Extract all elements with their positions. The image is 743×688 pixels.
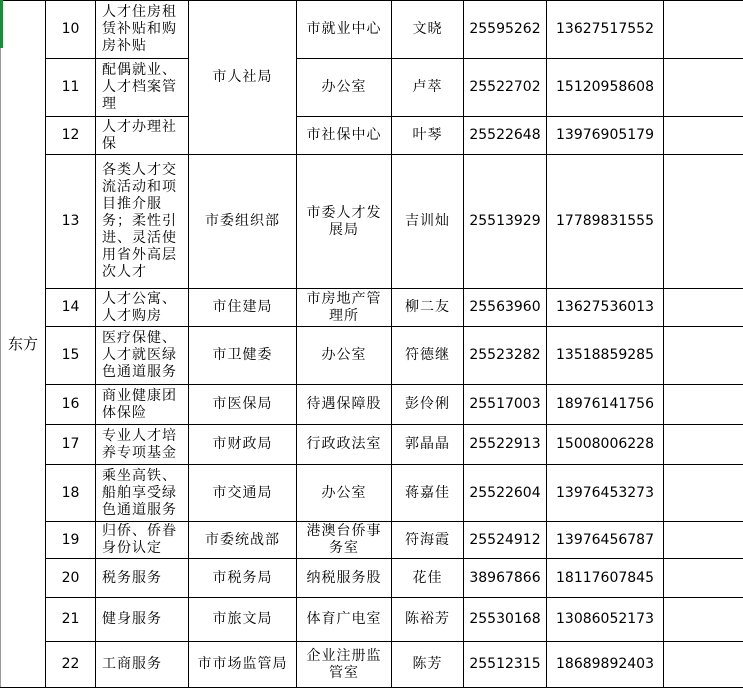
service-cell: 人才住房租赁补贴和购房补贴 <box>96 1 189 59</box>
row-number: 20 <box>46 559 96 598</box>
department-cell: 市委统战部 <box>189 522 297 559</box>
blank-cell <box>664 117 743 155</box>
mobile-cell: 13976456787 <box>547 522 664 559</box>
unit-cell: 待遇保障股 <box>297 385 392 425</box>
department-cell: 市人社局 <box>189 1 297 155</box>
mobile-cell: 18117607845 <box>547 559 664 598</box>
row-number: 16 <box>46 385 96 425</box>
service-cell: 乘坐高铁、船舶享受绿色通道服务 <box>96 465 189 522</box>
row-number: 22 <box>46 642 96 688</box>
blank-cell <box>664 385 743 425</box>
unit-cell: 港澳台侨事务室 <box>297 522 392 559</box>
cell-selection-marker <box>0 0 3 48</box>
phone-cell: 25513929 <box>464 155 547 289</box>
phone-cell: 38967866 <box>464 559 547 598</box>
blank-cell <box>664 522 743 559</box>
unit-cell: 体育广电室 <box>297 598 392 642</box>
table-row <box>1 642 743 688</box>
contact-cell: 彭伶俐 <box>392 385 464 425</box>
service-cell: 税务服务 <box>96 559 189 598</box>
table-row <box>1 598 743 642</box>
department-cell: 市医保局 <box>189 385 297 425</box>
unit-cell: 纳税服务股 <box>297 559 392 598</box>
phone-cell: 25522648 <box>464 117 547 155</box>
unit-cell: 办公室 <box>297 465 392 522</box>
phone-cell: 25523282 <box>464 327 547 385</box>
blank-cell <box>664 327 743 385</box>
region-cell: 东方 <box>1 1 46 688</box>
mobile-cell: 15008006228 <box>547 425 664 465</box>
row-number: 12 <box>46 117 96 155</box>
blank-cell <box>664 289 743 327</box>
service-cell: 归侨、侨眷身份认定 <box>96 522 189 559</box>
service-cell: 健身服务 <box>96 598 189 642</box>
row-number: 21 <box>46 598 96 642</box>
unit-cell: 企业注册监管室 <box>297 642 392 688</box>
contact-cell: 卢萃 <box>392 59 464 117</box>
unit-cell: 市社保中心 <box>297 117 392 155</box>
mobile-cell: 15120958608 <box>547 59 664 117</box>
contact-cell: 符海霞 <box>392 522 464 559</box>
row-number: 11 <box>46 59 96 117</box>
row-number: 14 <box>46 289 96 327</box>
unit-cell: 市就业中心 <box>297 1 392 59</box>
service-cell: 医疗保健、人才就医绿色通道服务 <box>96 327 189 385</box>
phone-cell: 25563960 <box>464 289 547 327</box>
mobile-cell: 13627536013 <box>547 289 664 327</box>
department-cell: 市旅文局 <box>189 598 297 642</box>
row-number: 18 <box>46 465 96 522</box>
mobile-cell: 18689892403 <box>547 642 664 688</box>
table-row <box>1 559 743 598</box>
phone-cell: 25517003 <box>464 385 547 425</box>
mobile-cell: 13518859285 <box>547 327 664 385</box>
phone-cell: 25522604 <box>464 465 547 522</box>
contact-cell: 陈裕芳 <box>392 598 464 642</box>
row-number: 17 <box>46 425 96 465</box>
department-cell: 市委组织部 <box>189 155 297 289</box>
blank-cell <box>664 1 743 59</box>
row-number: 19 <box>46 522 96 559</box>
mobile-cell: 13976905179 <box>547 117 664 155</box>
service-cell: 各类人才交流活动和项目推介服务；柔性引进、灵活使用省外高层次人才 <box>96 155 189 289</box>
table-row <box>1 155 743 289</box>
department-cell: 市住建局 <box>189 289 297 327</box>
contact-cell: 吉训灿 <box>392 155 464 289</box>
mobile-cell: 13086052173 <box>547 598 664 642</box>
unit-cell: 市委人才发展局 <box>297 155 392 289</box>
table-row <box>1 425 743 465</box>
contact-cell: 花佳 <box>392 559 464 598</box>
row-number: 15 <box>46 327 96 385</box>
department-cell: 市卫健委 <box>189 327 297 385</box>
mobile-cell: 18976141756 <box>547 385 664 425</box>
blank-cell <box>664 425 743 465</box>
blank-cell <box>664 642 743 688</box>
table-row <box>1 385 743 425</box>
blank-cell <box>664 155 743 289</box>
service-cell: 专业人才培养专项基金 <box>96 425 189 465</box>
contact-cell: 蒋嘉佳 <box>392 465 464 522</box>
mobile-cell: 13627517552 <box>547 1 664 59</box>
service-cell: 商业健康团体保险 <box>96 385 189 425</box>
mobile-cell: 17789831555 <box>547 155 664 289</box>
service-cell: 配偶就业、人才档案管理 <box>96 59 189 117</box>
unit-cell: 行政政法室 <box>297 425 392 465</box>
department-cell: 市税务局 <box>189 559 297 598</box>
table-row <box>1 522 743 559</box>
mobile-cell: 13976453273 <box>547 465 664 522</box>
table-row <box>1 327 743 385</box>
department-cell: 市财政局 <box>189 425 297 465</box>
table-row <box>1 1 743 59</box>
row-number: 10 <box>46 1 96 59</box>
unit-cell: 市房地产管理所 <box>297 289 392 327</box>
phone-cell: 25524912 <box>464 522 547 559</box>
phone-cell: 25522702 <box>464 59 547 117</box>
blank-cell <box>664 59 743 117</box>
table-row <box>1 289 743 327</box>
unit-cell: 办公室 <box>297 327 392 385</box>
unit-cell: 办公室 <box>297 59 392 117</box>
contact-cell: 符德继 <box>392 327 464 385</box>
row-number: 13 <box>46 155 96 289</box>
phone-cell: 25595262 <box>464 1 547 59</box>
contact-cell: 柳二友 <box>392 289 464 327</box>
department-cell: 市市场监管局 <box>189 642 297 688</box>
contact-cell: 文晓 <box>392 1 464 59</box>
service-cell: 人才公寓、人才购房 <box>96 289 189 327</box>
contact-cell: 叶琴 <box>392 117 464 155</box>
contact-cell: 郭晶晶 <box>392 425 464 465</box>
table-row <box>1 117 743 155</box>
table-row <box>1 465 743 522</box>
department-cell: 市交通局 <box>189 465 297 522</box>
blank-cell <box>664 598 743 642</box>
blank-cell <box>664 465 743 522</box>
table-row <box>1 59 743 117</box>
phone-cell: 25530168 <box>464 598 547 642</box>
service-cell: 人才办理社保 <box>96 117 189 155</box>
service-cell: 工商服务 <box>96 642 189 688</box>
blank-cell <box>664 559 743 598</box>
phone-cell: 25512315 <box>464 642 547 688</box>
phone-cell: 25522913 <box>464 425 547 465</box>
contact-cell: 陈芳 <box>392 642 464 688</box>
